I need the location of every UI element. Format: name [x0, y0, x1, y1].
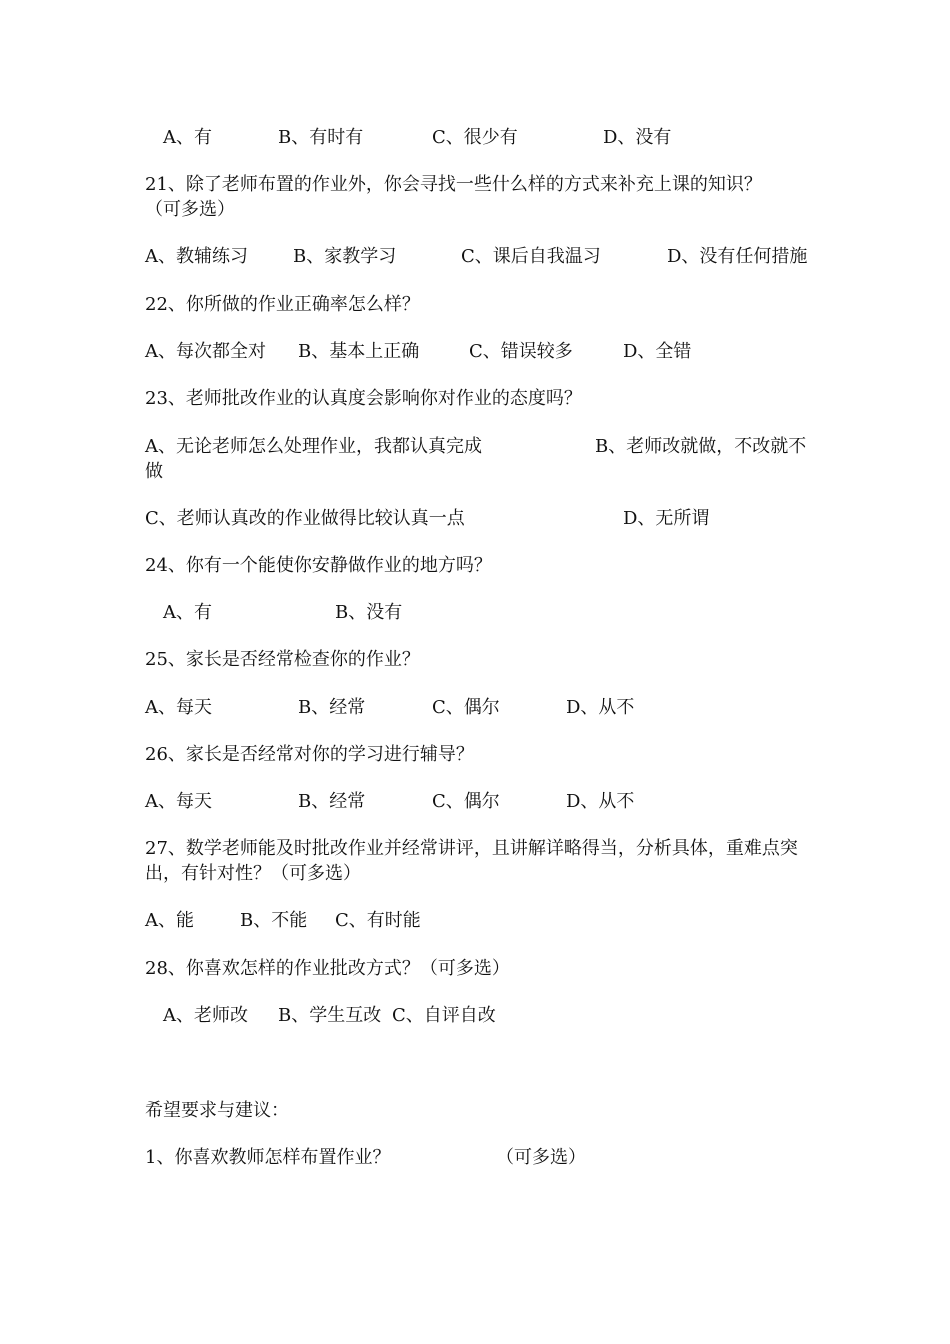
q23-question: 23、老师批改作业的认真度会影响你对作业的态度吗？	[145, 388, 582, 409]
q23-option-b: B、老师改就做，不改就不	[595, 436, 807, 457]
q28-question: 28、你喜欢怎样的作业批改方式？（可多选）	[145, 958, 510, 979]
q26-option-b: B、经常	[298, 791, 366, 812]
q22-option-d: D、全错	[623, 341, 692, 362]
q25-question: 25、家长是否经常检查你的作业？	[145, 649, 420, 670]
q21-option-a: A、教辅练习	[145, 246, 248, 267]
q25-option-b: B、经常	[298, 697, 366, 718]
q28-option-c: C、自评自改	[392, 1005, 496, 1026]
q21-question-line1: 21、除了老师布置的作业外，你会寻找一些什么样的方式来补充上课的知识？	[145, 174, 762, 195]
q27-option-c: C、有时能	[335, 910, 421, 931]
q23-option-d: D、无所谓	[623, 508, 710, 529]
suggestions-q1-note: （可多选）	[496, 1147, 586, 1168]
q25-option-a: A、每天	[145, 697, 212, 718]
q20-option-a: A、有	[163, 127, 212, 148]
q27-question-line1: 27、数学老师能及时批改作业并经常讲评，且讲解详略得当，分析具体，重难点突	[145, 838, 798, 859]
suggestions-heading: 希望要求与建议：	[145, 1100, 289, 1121]
q26-option-c: C、偶尔	[432, 791, 500, 812]
q26-option-a: A、每天	[145, 791, 212, 812]
q26-option-d: D、从不	[566, 791, 635, 812]
q20-option-c: C、很少有	[432, 127, 518, 148]
q27-option-a: A、能	[145, 910, 194, 931]
q23-option-a: A、无论老师怎么处理作业，我都认真完成	[145, 436, 482, 457]
q24-option-b: B、没有	[335, 602, 403, 623]
q22-option-b: B、基本上正确	[298, 341, 420, 362]
q27-question-line2: 出，有针对性？（可多选）	[145, 863, 361, 884]
q24-question: 24、你有一个能使你安静做作业的地方吗？	[145, 555, 492, 576]
q22-question: 22、你所做的作业正确率怎么样？	[145, 294, 420, 315]
q25-option-c: C、偶尔	[432, 697, 500, 718]
q22-option-c: C、错误较多	[469, 341, 573, 362]
q24-option-a: A、有	[163, 602, 212, 623]
suggestions-q1-question: 1、你喜欢教师怎样布置作业？	[145, 1147, 391, 1168]
q21-option-c: C、课后自我温习	[461, 246, 601, 267]
q27-option-b: B、不能	[240, 910, 308, 931]
q28-option-a: A、老师改	[163, 1005, 248, 1026]
q28-option-b: B、学生互改	[278, 1005, 382, 1026]
q21-option-b: B、家教学习	[293, 246, 397, 267]
q23-option-b-continued: 做	[145, 461, 163, 482]
q21-option-d: D、没有任何措施	[667, 246, 808, 267]
q23-option-c: C、老师认真改的作业做得比较认真一点	[145, 508, 465, 529]
q21-question-line2: （可多选）	[145, 199, 235, 220]
q20-option-b: B、有时有	[278, 127, 364, 148]
q25-option-d: D、从不	[566, 697, 635, 718]
q22-option-a: A、每次都全对	[145, 341, 266, 362]
q20-option-d: D、没有	[603, 127, 672, 148]
q26-question: 26、家长是否经常对你的学习进行辅导？	[145, 744, 474, 765]
